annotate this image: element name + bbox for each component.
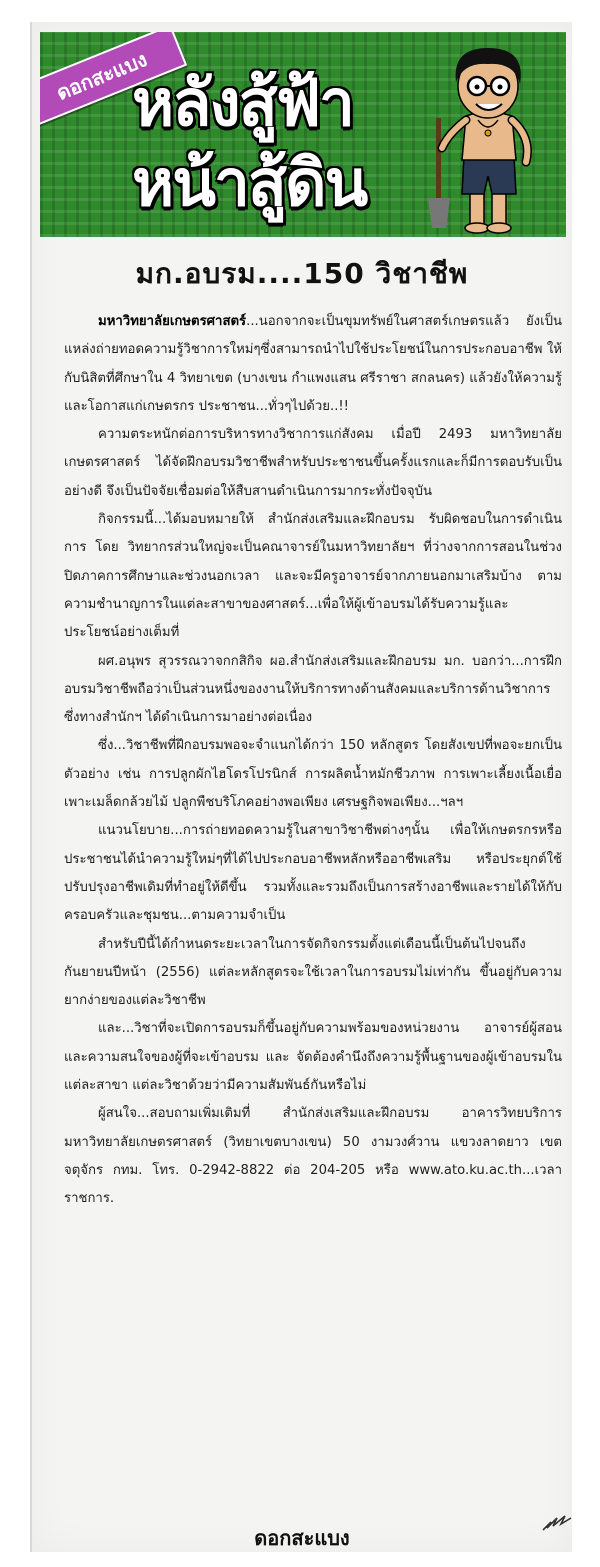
- pen-scribble-mark: [541, 1512, 573, 1534]
- column-tag: ดอกสะแบง: [40, 32, 188, 128]
- columnist-caricature: [422, 38, 552, 234]
- banner-headline-line-2: หน้าสู้ดิน: [132, 147, 367, 221]
- paragraph-text: ผู้สนใจ...สอบถามเพิ่มเติมที่ สำนักส่งเสริมและฝึกอบรม อาคารวิทยบริการ มหาวิทยาลัยเกษตรศาสตร์ (วิทยาเขตบางเขน) 50 งามวงศ์วาน แขวงลาดยาว เขตจตุจักร กทม. โทร. 0-2942-8822 ต่อ 204-205 หรือ www.ato.ku.ac.th...เวลาราชการ.: [64, 1106, 562, 1207]
- article-title: มก.อบรม....150 วิชาชีพ: [135, 257, 469, 290]
- paragraph-3: [64, 506, 562, 647]
- paragraph-4: [64, 648, 562, 733]
- banner-headline-line-1: หลังสู้ฟ้า: [132, 67, 353, 141]
- paragraph-text: ความตระหนักต่อการบริหารทางวิชาการแก่สังคม เมื่อปี 2493 มหาวิทยาลัยเกษตรศาสตร์ ได้จัดฝึกอบรมวิชาชีพสำหรับประชาชนขึ้นครั้งแรกและก็มีการตอบรับเป็นอย่างดี จึงเป็นปัจจัยเชื่อมต่อให้สืบสานดำเนินการมากระทั่งปัจจุบัน: [64, 427, 562, 499]
- paragraph-9: [64, 1100, 562, 1213]
- newspaper-clipping: [30, 22, 572, 1552]
- paragraph-2: [64, 421, 562, 506]
- paragraph-7: [64, 931, 562, 1016]
- paragraph-text: และ...วิชาที่จะเปิดการอบรมก็ขึ้นอยู่กับความพร้อมของหน่วยงาน อาจารย์ผู้สอน และความสนใจของผู้ที่จะเข้าอบรม และ จัดต้องคำนึงถึงความรู้พื้นฐานของผู้เข้าอบรมในแต่ละสาขา แต่ละวิชาด้วยว่ามีความสัมพันธ์กันหรือไม่: [64, 1021, 562, 1094]
- paragraph-text: ผศ.อนุพร สุวรรณวาจกกสิกิจ ผอ.สำนักส่งเสริมและฝึกอบรม มก. บอกว่า...การฝึกอบรมวิชาชีพถือว่าเป็นส่วนหนึ่งของงานให้บริการทางด้านสังคมและบริการด้านวิชาการ ซึ่งทางสำนักฯ ได้ดำเนินการมาอย่างต่อเนื่อง: [64, 653, 562, 726]
- paragraph-text: กิจกรรมนี้...ได้มอบหมายให้ สำนักส่งเสริมและฝึกอบรม รับผิดชอบในการดำเนินการ โดย วิทยากรส่วนใหญ่จะเป็นคณาจารย์ในมหาวิทยาลัยฯ ที่ว่างจากการสอนในช่วงปิดภาคการศึกษาและช่วงนอกเวลา และจะมีครูอาจารย์จากภายนอกมาเสริมบ้าง ตามความชำนาญการในแต่ละสาขาของศาสตร์...เพื่อให้ผู้เข้าอบรมได้รับความรู้และประโยชน์อย่างเต็มที่: [64, 512, 562, 641]
- article-body: [64, 308, 562, 1214]
- paragraph-lead: มหาวิทยาลัยเกษตรศาสตร์: [98, 314, 247, 329]
- paragraph-8: [64, 1015, 562, 1100]
- paragraph-text: แนวนโยบาย...การถ่ายทอดความรู้ในสาขาวิชาชีพต่างๆนั้น เพื่อให้เกษตรกรหรือประชาชนได้นำความรู้ใหม่ๆที่ได้ไปประกอบอาชีพหลักหรืออาชีพเสริม หรือประยุกต์ใช้ปรับปรุงอาชีพเดิมที่ทำอยู่ให้ดีขึ้น รวมทั้งและรวมถึงเป็นการสร้างอาชีพและรายได้ให้กับครอบครัวและชุมชน...ตามความจำเป็น: [64, 823, 562, 924]
- paragraph-text: สำหรับปีนี้ได้กำหนดระยะเวลาในการจัดกิจกรรมตั้งแต่เดือนนี้เป็นต้นไปจนถึงกันยายนปีหน้า (2556) แต่ละหลักสูตรจะใช้เวลาในการอบรมไม่เท่ากัน ขึ้นอยู่กับความยากง่ายของแต่ละวิชาชีพ: [64, 936, 562, 1009]
- column-banner: [40, 32, 566, 237]
- paragraph-5: [64, 732, 562, 817]
- paragraph-6: [64, 817, 562, 930]
- paragraph-text: ซึ่ง...วิชาชีพที่ฝึกอบรมพอจะจำแนกได้กว่า 150 หลักสูตร โดยสังเขปที่พอจะยกเป็นตัวอย่าง เช่น การปลูกผักไฮโดรโปรนิกส์ การผลิตน้ำหมักชีวภาพ การเพาะเลี้ยงเนื้อเยื่อ เพาะเมล็ดกล้วยไม้ ปลูกพืชบริโภคอย่างพอเพียง เศรษฐกิจพอเพียง...ฯลฯ: [64, 738, 562, 811]
- paragraph-text: ...นอกจากจะเป็นขุมทรัพย์ในศาสตร์เกษตรแล้ว ยังเป็นแหล่งถ่ายทอดความรู้วิชาการใหม่ๆซึ่งสามารถนำไปใช้ประโยชน์ในการประกอบอาชีพ ให้กับนิสิตที่ศึกษาใน 4 วิทยาเขต (บางเขน กำแพงแสน ศรีราชา สกลนคร) แล้วยังให้ความรู้และโอกาสแก่เกษตรกร ประชาชน...ทั่วๆไปด้วย..!!: [64, 314, 562, 414]
- paragraph-1: [64, 308, 562, 421]
- author-byline: ดอกสะแบง: [254, 1526, 350, 1550]
